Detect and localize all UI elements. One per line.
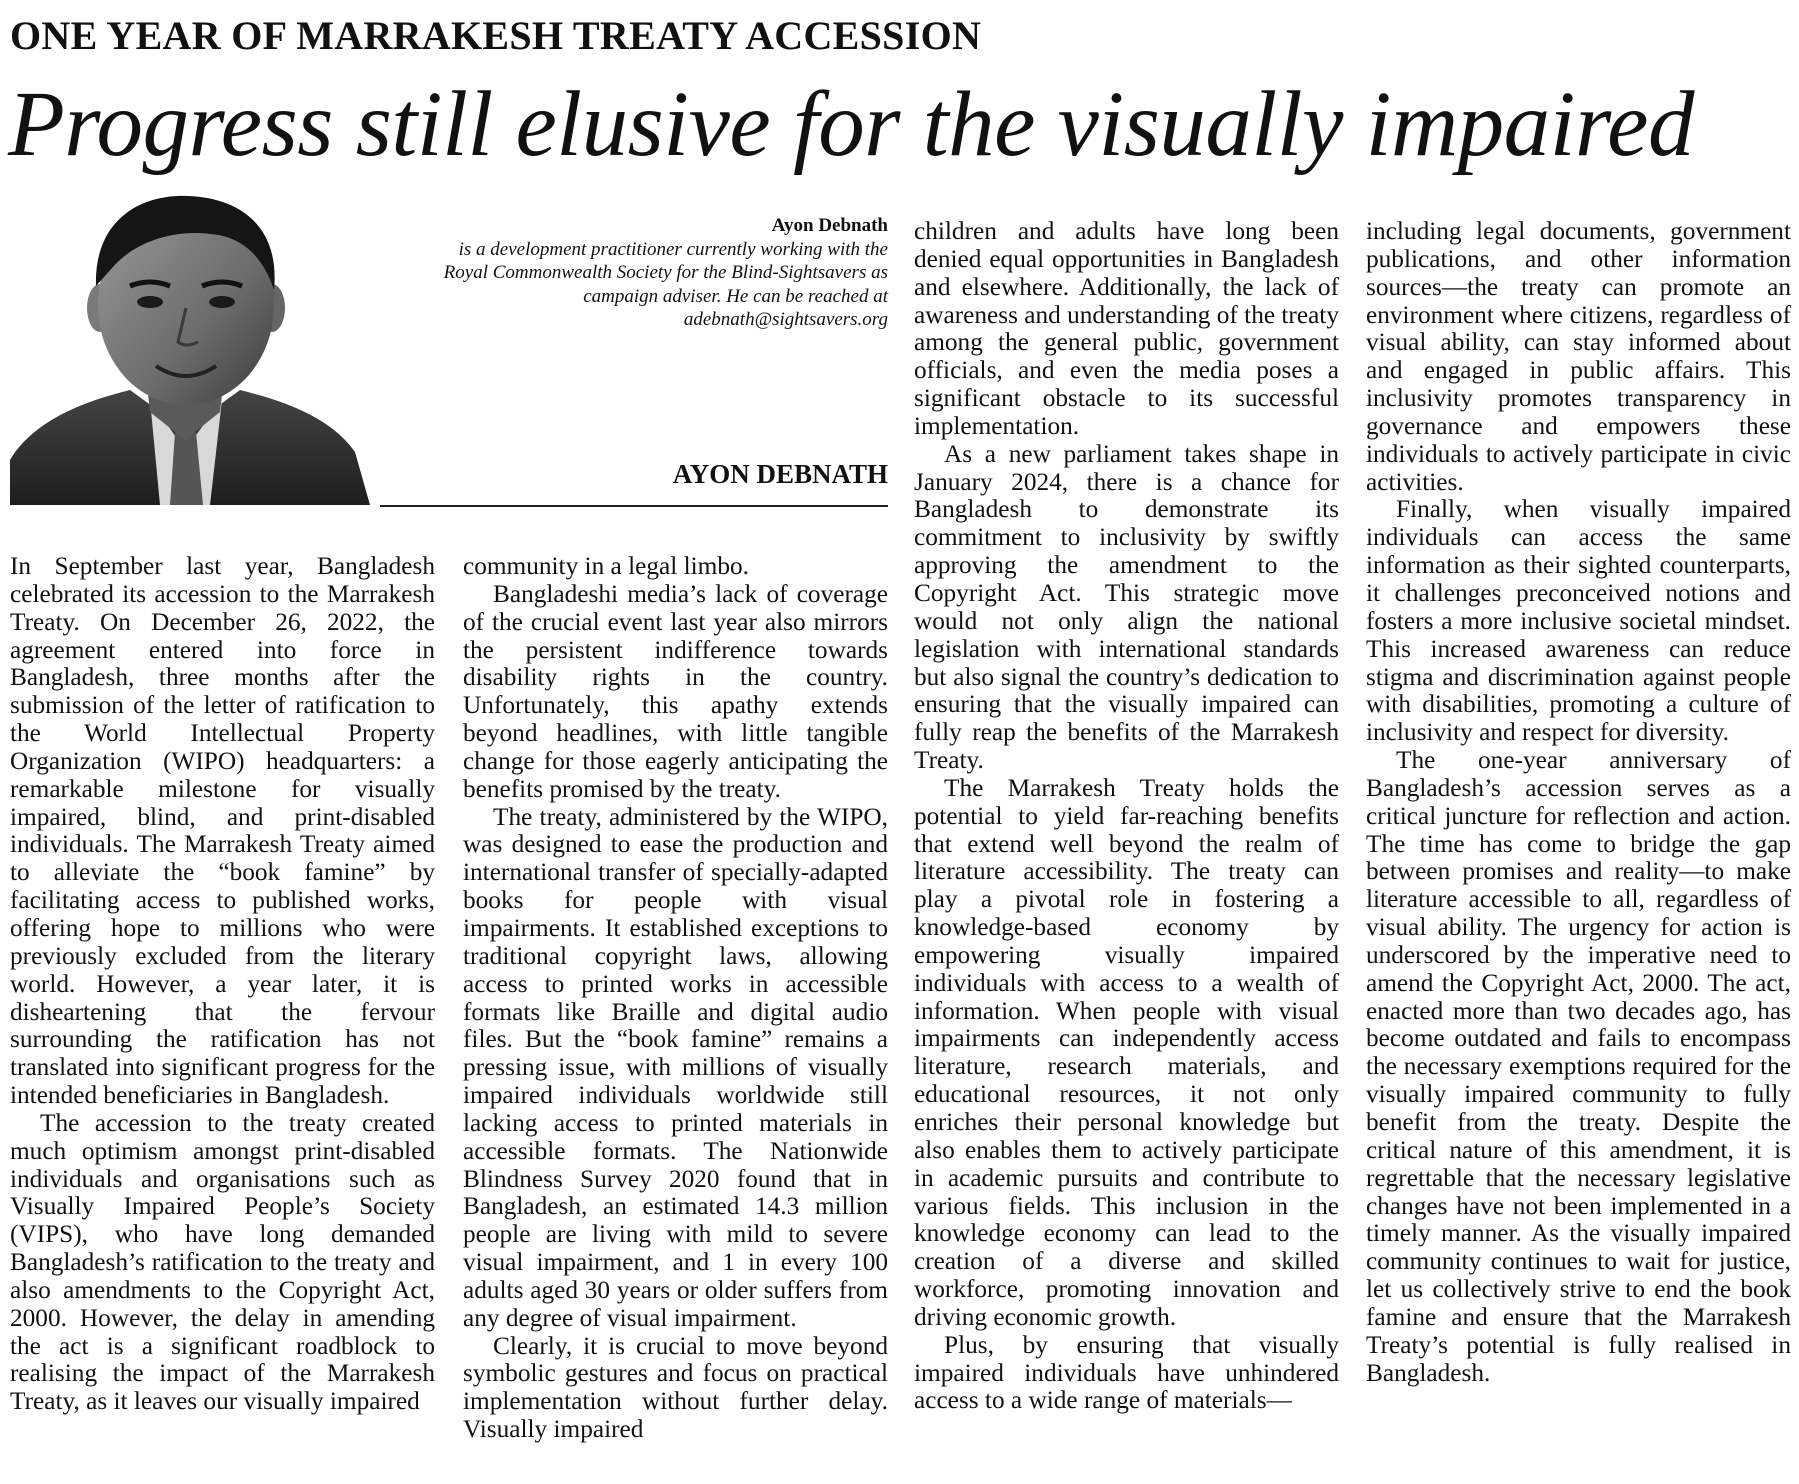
paragraph: The Marrakesh Treaty holds the potential to yield far-reaching benefits that extend well beyond the realm of literature accessibility. The treaty can play a pivotal role in fostering a knowledge-based economy by empowering visually impaired individuals with access to a wealth of information. When people with visual impairments can independently access literature, research materials, and educational resources, it not only enriches their personal knowledge but also enables them to actively participate in academic pursuits and contribute to various fields. This inclusion in the knowledge economy can lead to the creation of a diverse and skilled workforce, promoting innovation and driving economic growth. <box>914 773 1339 1331</box>
paragraph: including legal documents, government publications, and other information sources—the treaty can promote an environment where citizens, regardless of visual ability, can stay informed about and engaged in public affairs. This inclusivity promotes transparency in governance and empowers these individuals to actively participate in civic activities. <box>1366 217 1791 496</box>
paragraph: Plus, by ensuring that visually impaired individuals have unhindered access to a wide range of materials— <box>914 1330 1339 1415</box>
byline: AYON DEBNATH <box>672 459 888 489</box>
paragraph: The treaty, administered by the WIPO, was designed to ease the production and international transfer of specially-adapted books for people with visual impairments. It established exceptions to traditional copyright laws, allowing access to printed works in accessible formats like Braille and digital audio files. But the “book famine” remains a pressing issue, with millions of visually impaired individuals worldwide still lacking access to printed materials in accessible formats. The Nationwide Blindness Survey 2020 found that in Bangladesh, an estimated 14.3 million people are living with mild to severe visual impairment, and 1 in every 100 adults aged 30 years or older suffers from any degree of visual impairment. <box>463 802 888 1332</box>
article-column-1 <box>10 553 435 1416</box>
paragraph: Bangladeshi media’s lack of coverage of the crucial event last year also mirrors the persistent indifference towards disability rights in the country. Unfortunately, this apathy extends beyond headlines, with little tangible change for those eagerly anticipating the benefits promised by the treaty. <box>463 579 888 803</box>
kicker: ONE YEAR OF MARRAKESH TREATY ACCESSION <box>10 13 982 58</box>
divider <box>380 505 888 507</box>
article-column-3 <box>914 218 1339 1415</box>
paragraph: community in a legal limbo. <box>463 552 749 580</box>
paragraph: The accession to the treaty created much optimism amongst print-disabled individuals and organisations such as Visually Impaired People’s Society (VIPS), who have long demanded Bangladesh’s ratification to the treaty and also amendments to the Copyright Act, 2000. However, the delay in amending the act is a significant roadblock to realising the impact of the Marrakesh Treaty, as it leaves our visually impaired <box>10 1108 435 1416</box>
author-name: Ayon Debnath <box>771 215 888 236</box>
author-info <box>420 214 888 332</box>
paragraph: The one-year anniversary of Bangladesh’s accession serves as a critical juncture for reflection and action. The time has come to bridge the gap between promises and reality—to make literature accessible to all, regardless of visual ability. The urgency for action is underscored by the imperative need to amend the Copyright Act, 2000. The act, enacted more than two decades ago, has become outdated and fails to encompass the necessary exemptions required for the visually impaired community to fully benefit from the treaty. Despite the critical nature of this amendment, it is regrettable that the necessary legislative changes have not been implemented in a timely manner. As the visually impaired community continues to wait for justice, let us collectively strive to end the book famine and ensure that the Marrakesh Treaty’s potential is fully realised in Bangladesh. <box>1366 746 1791 1387</box>
paragraph: In September last year, Bangladesh celebrated its accession to the Marrakesh Treaty. On December 26, 2022, the agreement entered into force in Bangladesh, three months after the submission of the letter of ratification to the World Intellectual Property Organization (WIPO) headquarters: a remarkable milestone for visually impaired, blind, and print-disabled individuals. The Marrakesh Treaty aimed to alleviate the “book famine” by facilitating access to published works, offering hope to millions who were previously excluded from the literary world. However, a year later, it is disheartening that the fervour surrounding the ratification has not translated into significant progress for the intended beneficiaries in Bangladesh. <box>10 552 435 1110</box>
headline: Progress still elusive for the visually impaired <box>8 73 1694 176</box>
article-column-2 <box>463 553 888 1444</box>
paragraph: Clearly, it is crucial to move beyond symbolic gestures and focus on practical implementation without further delay. Visually impaired <box>463 1331 888 1444</box>
author-photo <box>10 190 380 505</box>
paragraph: Finally, when visually impaired individuals can access the same information as their sighted counterparts, it challenges preconceived notions and fosters a more inclusive societal mindset. This increased awareness can reduce stigma and discrimination against people with disabilities, promoting a culture of inclusivity and respect for diversity. <box>1366 495 1791 747</box>
paragraph: As a new parliament takes shape in January 2024, there is a chance for Bangladesh to demonstrate its commitment to inclusivity by swiftly approving the amendment to the Copyright Act. This strategic move would not only align the national legislation with international standards but also signal the country’s dedication to ensuring that the visually impaired can fully reap the benefits of the Marrakesh Treaty. <box>914 439 1339 775</box>
article-column-4 <box>1366 218 1791 1387</box>
paragraph: children and adults have long been denied equal opportunities in Bangladesh and elsewhere. Additionally, the lack of awareness and understanding of the treaty among the general public, government officials, and even the media poses a significant obstacle to its successful implementation. <box>914 217 1339 440</box>
author-bio: is a development practitioner currently working with the Royal Commonwealth Society for the Blind-Sightsavers as campaign adviser. He can be reached at adebnath@sightsavers.org <box>443 238 888 330</box>
